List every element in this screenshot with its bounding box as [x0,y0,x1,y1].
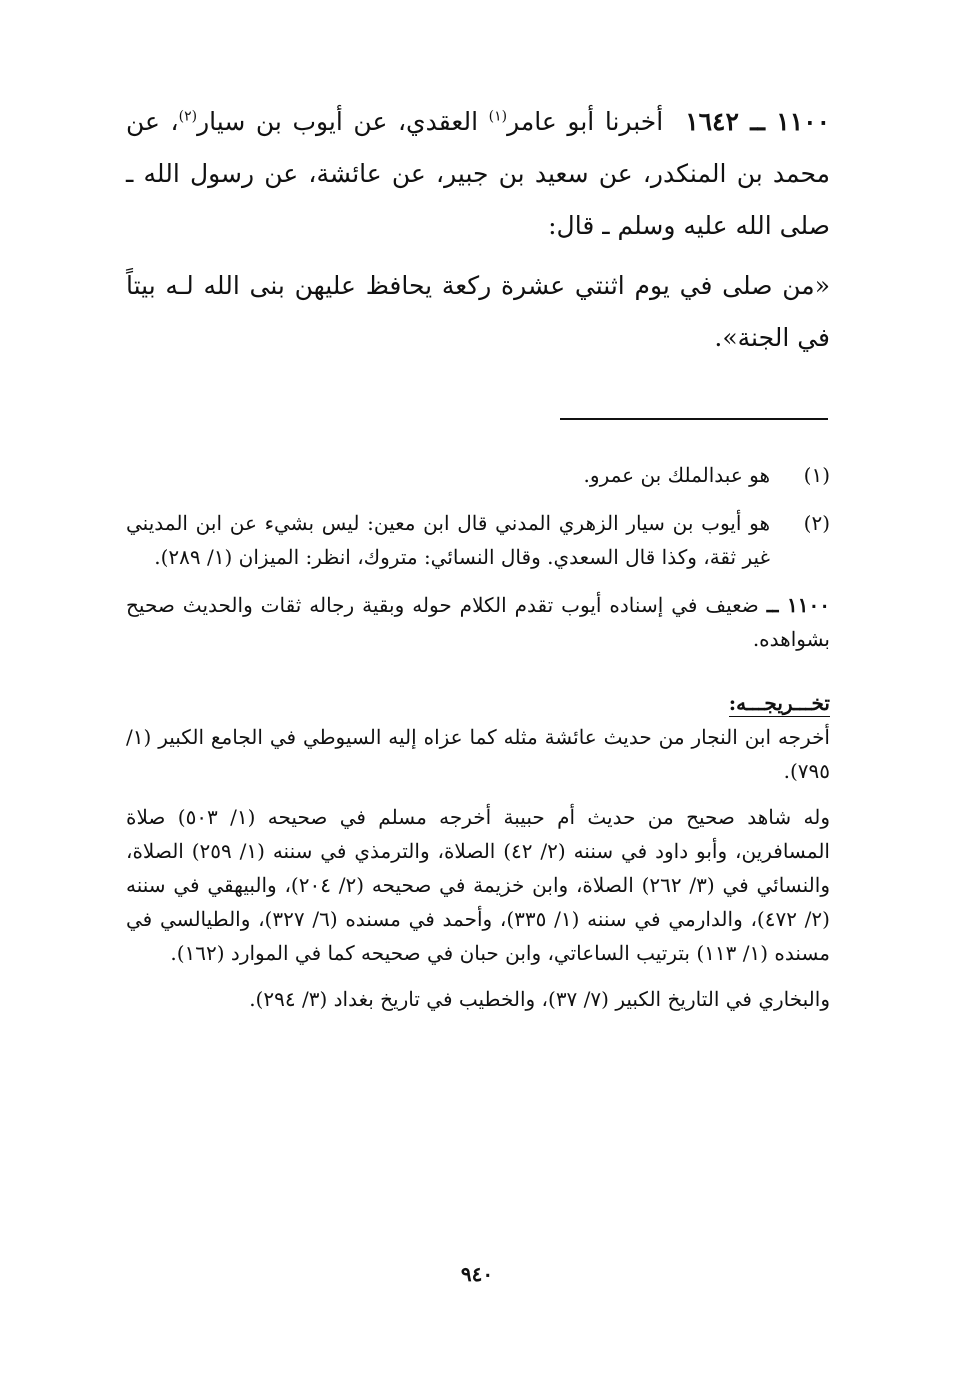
commentary-number: ١١٠٠ ــ [766,593,831,617]
footnote-ref-2: (٢) [178,108,198,125]
hadith-isnad [126,96,830,252]
takhrij-paragraph: والبخاري في التاريخ الكبير (٧/ ٣٧)، والخطيب في تاريخ بغداد (٣/ ٢٩٤). [249,987,830,1011]
footnote-divider [560,418,828,420]
footnote-ref-1: (١) [488,108,508,125]
hadith-number: ١١٠٠ ــ ١٦٤٢ [685,107,830,136]
hadith-matn: «من صلى في يوم اثنتي عشرة ركعة يحافظ عليهن بنى الله لـه بيتاً في الجنة». [126,271,830,352]
hadith-block [126,96,830,364]
footnote-number: (١) [803,463,830,487]
isnad-part-1: أخبرنا أبو عامر [507,107,664,136]
commentary [126,588,830,656]
isnad-part-3: ، عن محمد بن المنكدر، عن سعيد بن جبير، عن عائشة، عن رسول الله ـ صلى الله عليه وسلم ـ قال: [126,107,830,240]
footnote [126,458,830,492]
notes-section [126,458,830,1028]
takhrij-paragraph: وله شاهد صحيح من حديث أم حبيبة أخرجه مسلم في صحيحه (١/ ٥٠٣) صلاة المسافرين، وأبو داود في سننه (٢/ ٤٢) الصلاة، والترمذي في سننه (١/ ٢٥٩) الصلاة، والنسائي في (٣/ ٢٦٢) الصلاة، وابن خزيمة في صحيحه (٢/ ٢٠٤)، والبيهقي في سننه (٢/ ٤٧٢)، والدارمي في سننه (١/ ٣٣٥)، وأحمد في مسنده (٦/ ٣٢٧)، والطيالسي في مسنده (١/ ١١٣) بترتيب الساعاتي، وابن حبان في صحيحه كما في الموارد (١٦٢). [126,805,830,965]
takhrij-paragraph: أخرجه ابن النجار من حديث عائشة مثله كما عزاه إليه السيوطي في الجامع الكبير (١/ ٧٩٥). [126,725,830,783]
footnote-text: هو أيوب بن سيار الزهري المدني قال ابن معين: ليس بشيء عن ابن المديني غير ثقة، وكذا قال السعدي. وقال النسائي: متروك، انظر: الميزان (١/ ٢٨٩). [126,511,770,569]
takhrij-heading: تخـــريجـــه: [728,691,830,715]
footnote-text: هو عبدالملك بن عمرو. [583,463,770,487]
footnote-number: (٢) [803,511,830,535]
isnad-part-2: العقدي، عن أيوب بن سيار [197,107,489,136]
page-number: ٩٤٠ [460,1262,494,1286]
commentary-text: ضعيف في إسناده أيوب تقدم الكلام حوله وبقية رجاله ثقات والحديث صحيح بشواهده. [126,593,830,651]
footnote [126,506,830,574]
